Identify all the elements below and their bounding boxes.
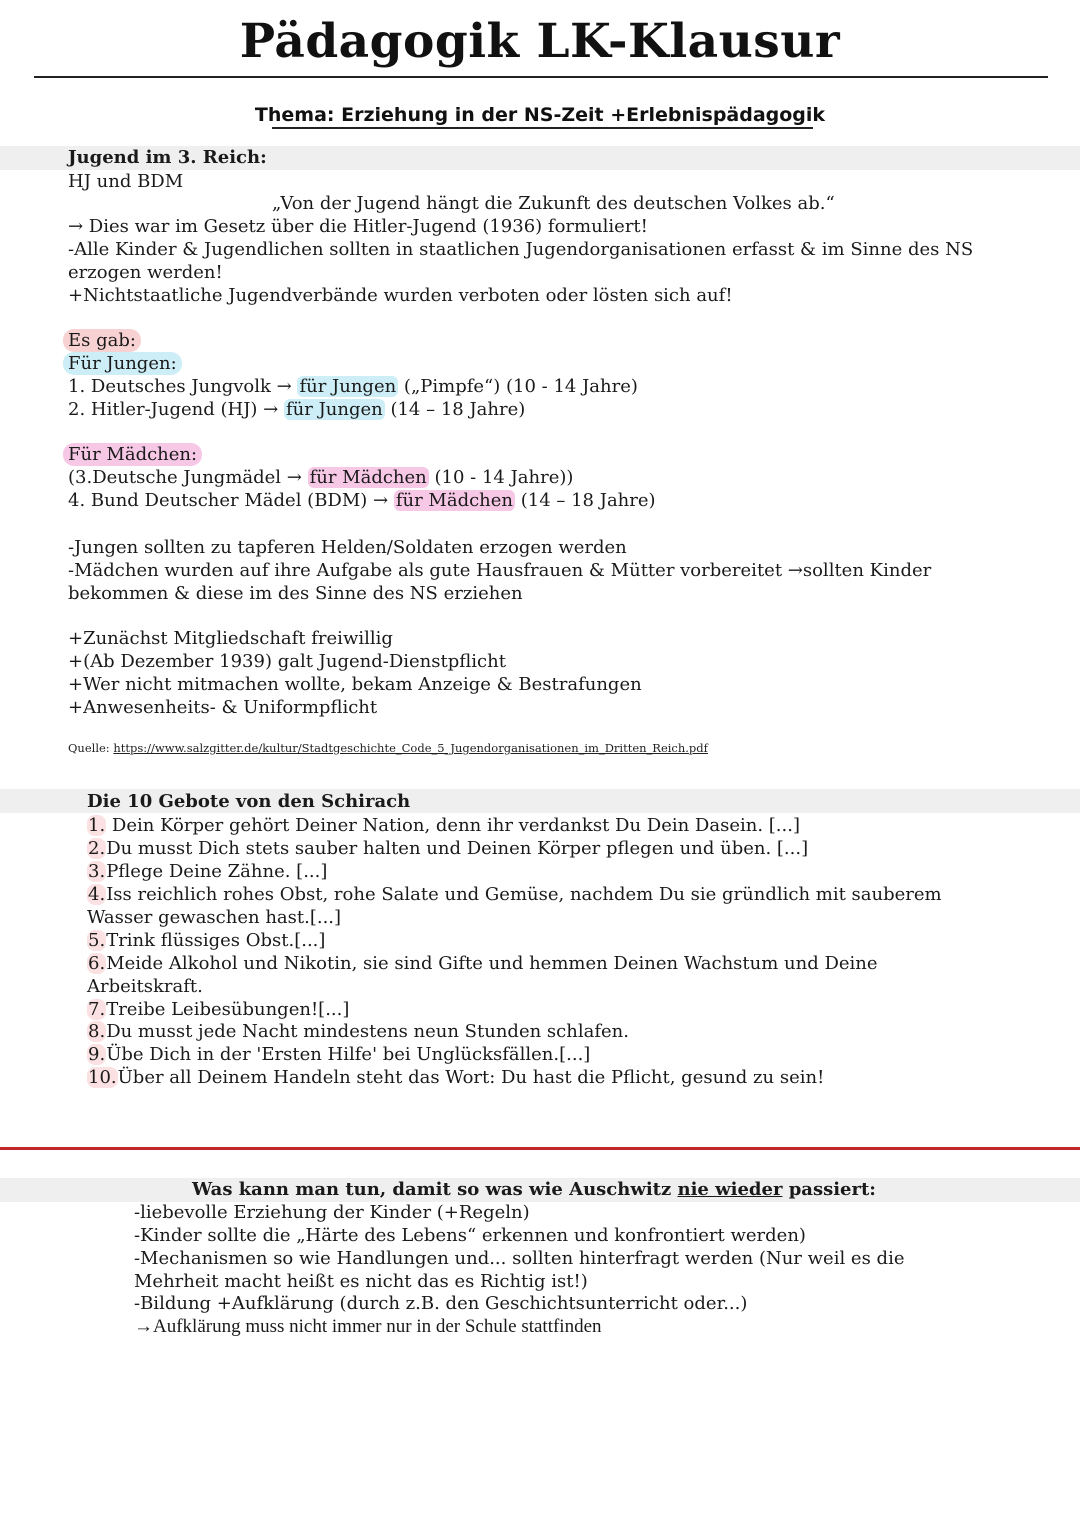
label-fuer-maedchen: Für Mädchen: (63, 443, 202, 466)
text-all-children-2: erzogen werden! (68, 262, 223, 283)
item-text: 1. Deutsches Jungvolk → (68, 376, 298, 397)
list-item-commandment (87, 1043, 590, 1066)
text-mechanisms-1: -Mechanismen so wie Handlungen und... sollten hinterfragt werden (Nur weil es die (134, 1248, 905, 1269)
girls-label-line (68, 443, 202, 466)
list-item-commandment-cont (87, 975, 203, 998)
item-text: („Pimpfe“) (10 - 14 Jahre) (398, 376, 638, 397)
commandment-number: 5. (88, 930, 106, 951)
commandment-number: 1. (88, 815, 106, 836)
commandment-text: Übe Dich in der 'Ersten Hilfe' bei Unglücksfällen.[...] (106, 1044, 591, 1065)
text-loving-education: -liebevolle Erziehung der Kinder (+Regeln) (134, 1202, 530, 1223)
boys-label-line (68, 352, 182, 375)
highlight-fuer-jungen: für Jungen (299, 376, 397, 397)
commandment-text: Treibe Leibesübungen![...] (106, 999, 350, 1020)
text-hj-bdm: HJ und BDM (68, 171, 184, 192)
commandment-text: Iss reichlich rohes Obst, rohe Salate und Gemüse, nachdem Du sie gründlich mit sauberem (106, 884, 942, 905)
text-rule-uniform: +Anwesenheits- & Uniformpflicht (68, 697, 378, 718)
item-text: (14 – 18 Jahre) (515, 490, 656, 511)
text-law: → Dies war im Gesetz über die Hitler-Jugend (1936) formuliert! (68, 216, 648, 237)
highlight-fuer-maedchen: für Mädchen (395, 490, 514, 511)
section-divider (0, 1147, 1080, 1150)
text-rule-duty: +(Ab Dezember 1939) galt Jugend-Dienstpflicht (68, 651, 506, 672)
list-item-commandment (87, 837, 808, 860)
label-fuer-jungen: Für Jungen: (63, 352, 182, 375)
list-item-commandment (87, 929, 325, 952)
item-text: (10 - 14 Jahre)) (428, 467, 574, 488)
text-hardness-of-life: -Kinder sollte die „Härte des Lebens“ erkennen und konfrontiert werden) (134, 1225, 806, 1246)
highlight-fuer-maedchen: für Mädchen (309, 467, 427, 488)
commandment-text: Wasser gewaschen hast.[...] (87, 907, 342, 928)
list-item-jungvolk (68, 375, 638, 398)
section-heading-jugend: Jugend im 3. Reich: (68, 147, 267, 168)
item-text: (14 – 18 Jahre) (384, 399, 526, 420)
list-item-commandment (87, 1066, 824, 1089)
item-text: 4. Bund Deutscher Mädel (BDM) → (68, 490, 394, 511)
commandment-text: Pflege Deine Zähne. [...] (106, 861, 328, 882)
commandment-number: 4. (88, 884, 106, 905)
commandment-text: Über all Deinem Handeln steht das Wort: Du hast die Pflicht, gesund zu sein! (117, 1067, 825, 1088)
heading-part: passiert: (782, 1179, 876, 1200)
list-item-commandment (87, 860, 327, 883)
text-role-girls-2: bekommen & diese im des Sinne des NS erziehen (68, 583, 523, 604)
commandment-text: Arbeitskraft. (87, 976, 203, 997)
subtitle-underline (272, 127, 813, 129)
source-line (68, 741, 708, 755)
text-all-children-1: -Alle Kinder & Jugendlichen sollten in staatlichen Jugendorganisationen erfasst & im Sinne des NS (68, 239, 974, 260)
commandment-number: 7. (88, 999, 106, 1020)
commandment-number: 8. (88, 1021, 106, 1042)
es-gab-line (68, 329, 141, 352)
list-item-hitler-jugend (68, 398, 525, 421)
section-heading-gebote: Die 10 Gebote von den Schirach (87, 791, 411, 812)
heading-underlined: nie wieder (677, 1179, 783, 1200)
commandment-number: 3. (88, 861, 106, 882)
list-item-commandment (87, 1020, 629, 1043)
commandment-text: Du musst Dich stets sauber halten und Deinen Körper pflegen und üben. [...] (106, 838, 809, 859)
text-rule-punishment: +Wer nicht mitmachen wollte, bekam Anzeige & Bestrafungen (68, 674, 642, 695)
text-mechanisms-2: Mehrheit macht heißt es nicht das es Richtig ist!) (134, 1271, 588, 1292)
section-heading-auschwitz (192, 1178, 876, 1201)
label-es-gab: Es gab: (63, 329, 141, 352)
page-subtitle: Thema: Erziehung in der NS-Zeit +Erlebnispädagogik (254, 104, 826, 126)
list-item-jungmaedel (68, 466, 573, 489)
commandment-text: Meide Alkohol und Nikotin, sie sind Gifte und hemmen Deinen Wachstum und Deine (106, 953, 878, 974)
quote-line: „Von der Jugend hängt die Zukunft des deutschen Volkes ab.“ (272, 193, 835, 214)
text-role-girls-1: -Mädchen wurden auf ihre Aufgabe als gute Hausfrauen & Mütter vorbereitet →sollten Kinder (68, 560, 932, 581)
text-education: -Bildung +Aufklärung (durch z.B. den Geschichtsunterricht oder...) (134, 1293, 748, 1314)
text-enlightenment: →Aufklärung muss nicht immer nur in der Schule stattfinden (134, 1316, 602, 1337)
list-item-commandment (87, 814, 800, 837)
text-non-state: +Nichtstaatliche Jugendverbände wurden verboten oder lösten sich auf! (68, 285, 733, 306)
list-item-commandment (87, 952, 878, 975)
list-item-commandment-cont (87, 906, 341, 929)
title-rule (34, 76, 1048, 78)
commandment-number: 2. (88, 838, 106, 859)
commandment-text: Trink flüssiges Obst.[...] (106, 930, 326, 951)
commandment-number: 6. (88, 953, 106, 974)
page-title: Pädagogik LK-Klausur (239, 14, 841, 69)
source-link[interactable]: https://www.salzgitter.de/kultur/Stadtgeschichte_Code_5_Jugendorganisationen_im_Dritten_Reich.pdf (113, 741, 708, 755)
commandment-number: 10. (88, 1067, 117, 1088)
commandment-text: Du musst jede Nacht mindestens neun Stunden schlafen. (106, 1021, 629, 1042)
text-rule-voluntary: +Zunächst Mitgliedschaft freiwillig (68, 628, 393, 649)
heading-part: Was kann man tun, damit so was wie Auschwitz (192, 1179, 678, 1200)
commandment-number: 9. (88, 1044, 106, 1065)
source-label: Quelle: (68, 741, 114, 755)
list-item-commandment (87, 998, 349, 1021)
highlight-fuer-jungen: für Jungen (285, 399, 383, 420)
text-role-boys: -Jungen sollten zu tapferen Helden/Soldaten erzogen werden (68, 537, 627, 558)
item-text: 2. Hitler-Jugend (HJ) → (68, 399, 284, 420)
list-item-bdm (68, 489, 656, 512)
list-item-commandment (87, 883, 942, 906)
commandment-text: Dein Körper gehört Deiner Nation, denn ihr verdankst Du Dein Dasein. [...] (106, 815, 800, 836)
item-text: (3.Deutsche Jungmädel → (68, 467, 308, 488)
